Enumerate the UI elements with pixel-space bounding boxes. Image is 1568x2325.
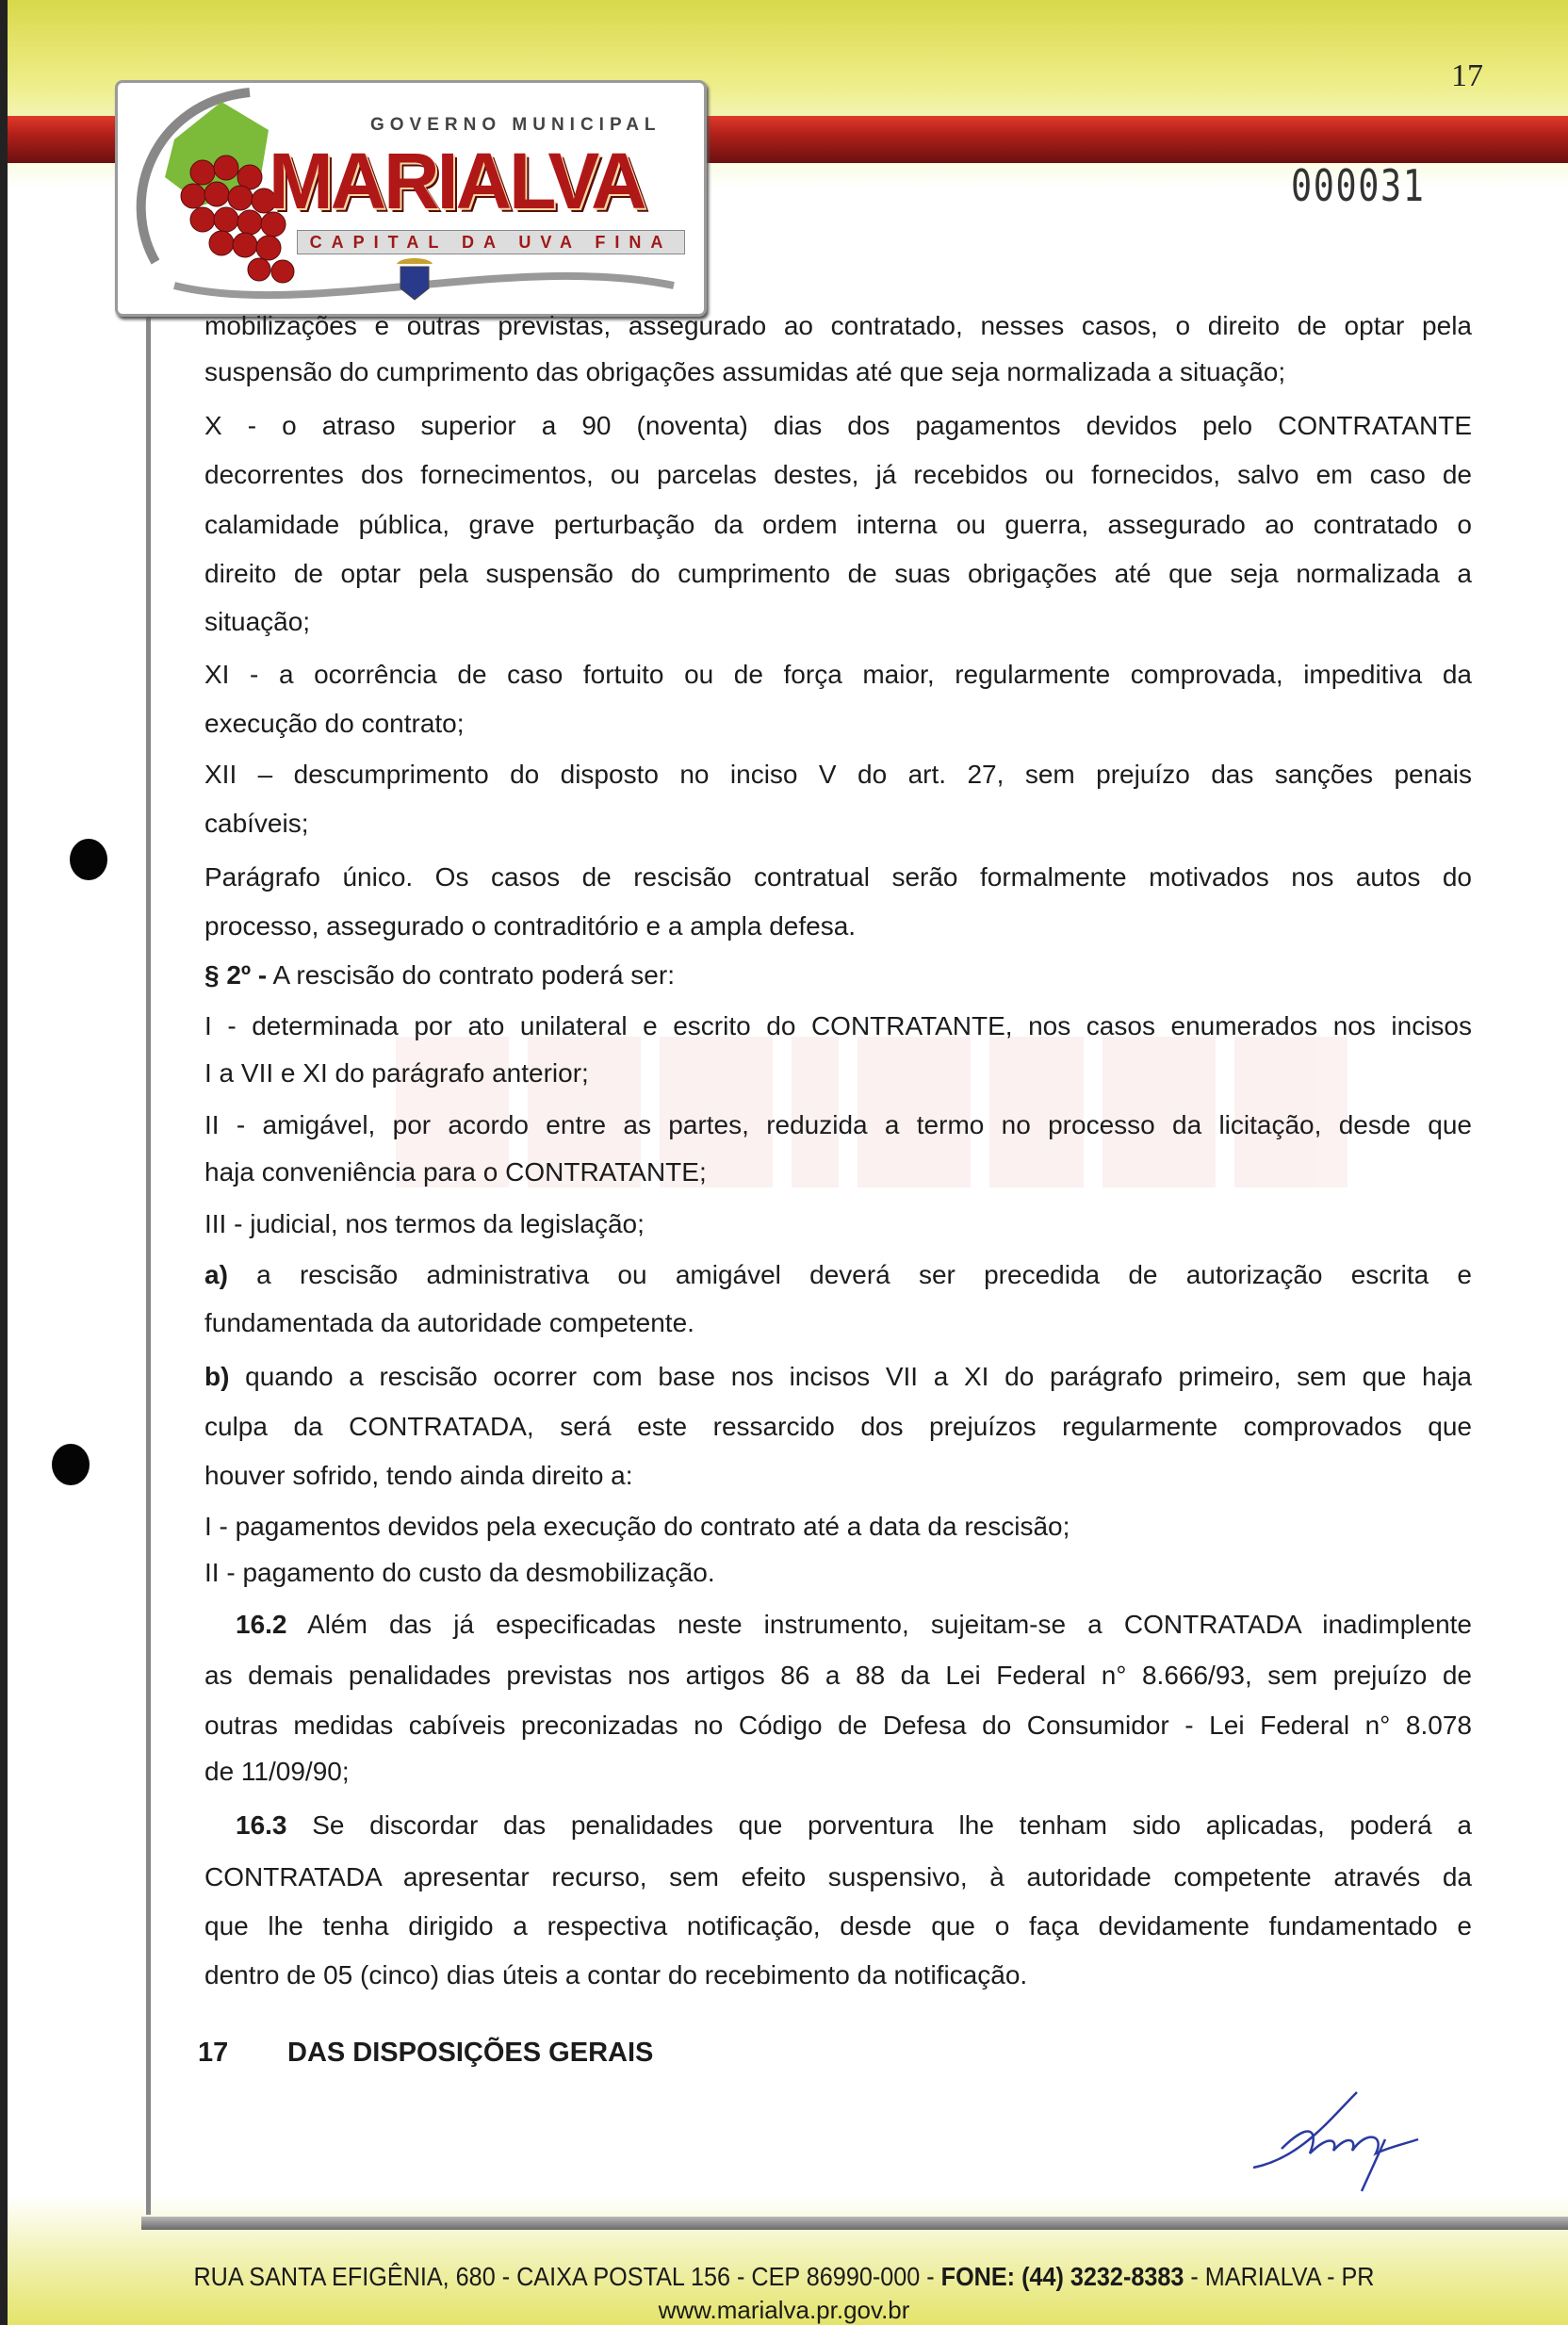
line-label: a) [204, 1260, 228, 1289]
section-title: DAS DISPOSIÇÕES GERAIS [287, 2038, 654, 2068]
line-text: direito de optar pela suspensão do cumprimento de suas obrigações até que seja normalizada a [204, 559, 1472, 588]
line-text: que lhe tenha dirigido a respectiva notificação, desde que o faça devidamente fundamentado e [204, 1911, 1472, 1940]
text-line [204, 509, 1472, 541]
line-text: execução do contrato; [204, 709, 465, 738]
text-line [204, 410, 1472, 442]
text-line [204, 1109, 1472, 1141]
section-heading [198, 2036, 653, 2070]
text-line [204, 1910, 1472, 1942]
line-text: situação; [204, 607, 311, 636]
text-line [204, 1861, 1472, 1893]
text-line [204, 861, 1472, 893]
line-label: 16.2 [236, 1610, 287, 1639]
text-line [204, 1156, 1472, 1188]
text-line [204, 1710, 1472, 1742]
text-line [204, 558, 1472, 590]
content-bottom-bar [141, 2217, 1568, 2230]
text-line [204, 1307, 1472, 1339]
footer-phone: FONE: (44) 3232-8383 [940, 2262, 1184, 2291]
logo-slogan: CAPITAL DA UVA FINA [297, 230, 685, 254]
text-line [204, 1411, 1472, 1443]
footer-address-text: RUA SANTA EFIGÊNIA, 680 - CAIXA POSTAL 156 - CEP 86990-000 - [193, 2262, 941, 2291]
text-line [204, 1259, 1472, 1291]
line-label: § 2º - [204, 960, 268, 990]
punch-hole [70, 839, 107, 880]
line-text: decorrentes dos fornecimentos, ou parcelas destes, já recebidos ou fornecidos, salvo em caso de [204, 460, 1472, 489]
text-line [204, 759, 1472, 791]
logo-name: MARIALVA [269, 137, 645, 225]
line-text: Parágrafo único. Os casos de rescisão contratual serão formalmente motivados nos autos do [204, 862, 1472, 892]
line-text: dentro de 05 (cinco) dias úteis a contar do recebimento da notificação. [204, 1960, 1028, 1989]
text-line [204, 1660, 1472, 1692]
scan-edge [0, 0, 8, 2325]
page-number: 17 [1451, 58, 1483, 93]
footer-url[interactable]: www.marialva.pr.gov.br [658, 2296, 910, 2324]
text-line [204, 1756, 1472, 1788]
line-text: III - judicial, nos termos da legislação; [204, 1209, 645, 1238]
line-text: II - pagamento do custo da desmobilização. [204, 1558, 715, 1587]
line-text: Além das já especificadas neste instrumento, sujeitam-se a CONTRATADA inadimplente [286, 1610, 1472, 1639]
logo-top-text: GOVERNO MUNICIPAL [370, 115, 662, 135]
line-text: houver sofrido, tendo ainda direito a: [204, 1461, 633, 1490]
line-text: calamidade pública, grave perturbação da ordem interna ou guerra, assegurado ao contratado o [204, 510, 1472, 539]
section-number: 17 [198, 2038, 229, 2068]
footer-address [78, 2262, 1490, 2292]
text-line [236, 1609, 1472, 1641]
line-label: b) [204, 1362, 230, 1391]
line-text: culpa da CONTRATADA, será este ressarcido dos prejuízos regularmente comprovados que [204, 1412, 1472, 1441]
line-text: outras medidas cabíveis preconizadas no Código de Defesa do Consumidor - Lei Federal n° 8.078 [204, 1711, 1472, 1740]
text-line [204, 959, 1472, 991]
municipal-logo [115, 80, 707, 317]
text-line [204, 1460, 1472, 1492]
line-text: quando a rescisão ocorrer com base nos incisos VII a XI do parágrafo primeiro, sem que haja [229, 1362, 1472, 1391]
line-text: I a VII e XI do parágrafo anterior; [204, 1058, 589, 1088]
text-line [204, 1010, 1472, 1042]
text-line [204, 1511, 1472, 1543]
line-label: 16.3 [236, 1810, 287, 1840]
stamp-number: 000031 [1291, 160, 1426, 211]
coat-of-arms-icon [397, 258, 433, 300]
punch-hole [52, 1444, 90, 1485]
line-text: as demais penalidades previstas nos artigos 86 a 88 da Lei Federal n° 8.666/93, sem prejuízo de [204, 1661, 1472, 1690]
footer-city: - MARIALVA - PR [1184, 2262, 1375, 2291]
line-text: CONTRATADA apresentar recurso, sem efeito suspensivo, à autoridade competente através da [204, 1862, 1472, 1891]
line-text: cabíveis; [204, 809, 309, 838]
signature [1244, 2083, 1432, 2196]
text-line [204, 459, 1472, 491]
line-text: processo, assegurado o contraditório e a ampla defesa. [204, 911, 857, 941]
text-line [204, 1959, 1472, 1991]
text-line [204, 910, 1472, 942]
line-text: A rescisão do contrato poderá ser: [267, 960, 675, 990]
text-line [204, 808, 1472, 840]
text-line [204, 1361, 1472, 1393]
line-text: suspensão do cumprimento das obrigações assumidas até que seja normalizada a situação; [204, 357, 1286, 386]
line-text: mobilizações e outras previstas, assegurado ao contratado, nesses casos, o direito de optar pela [204, 311, 1472, 340]
line-text: I - pagamentos devidos pela execução do contrato até a data da rescisão; [204, 1512, 1070, 1541]
text-line [204, 356, 1472, 388]
line-text: fundamentada da autoridade competente. [204, 1308, 694, 1337]
text-line [204, 1057, 1472, 1089]
text-line [204, 1208, 1472, 1240]
line-text: XI - a ocorrência de caso fortuito ou de força maior, regularmente comprovada, impeditiva da [204, 660, 1472, 689]
text-line [204, 708, 1472, 740]
text-line [236, 1809, 1472, 1842]
line-text: X - o atraso superior a 90 (noventa) dias dos pagamentos devidos pelo CONTRATANTE [204, 411, 1472, 440]
text-line [204, 1557, 1472, 1589]
line-text: I - determinada por ato unilateral e escrito do CONTRATANTE, nos casos enumerados nos incisos [204, 1011, 1472, 1040]
line-text: haja conveniência para o CONTRATANTE; [204, 1157, 707, 1187]
text-line [204, 310, 1472, 342]
line-text: XII – descumprimento do disposto no inciso V do art. 27, sem prejuízo das sanções penais [204, 760, 1472, 789]
line-text: a rescisão administrativa ou amigável deverá ser precedida de autorização escrita e [227, 1260, 1472, 1289]
line-text: de 11/09/90; [204, 1757, 350, 1786]
line-text: II - amigável, por acordo entre as partes, reduzida a termo no processo da licitação, desde que [204, 1110, 1472, 1139]
text-line [204, 606, 1472, 638]
text-line [204, 659, 1472, 691]
line-text: Se discordar das penalidades que porventura lhe tenham sido aplicadas, poderá a [286, 1810, 1472, 1840]
